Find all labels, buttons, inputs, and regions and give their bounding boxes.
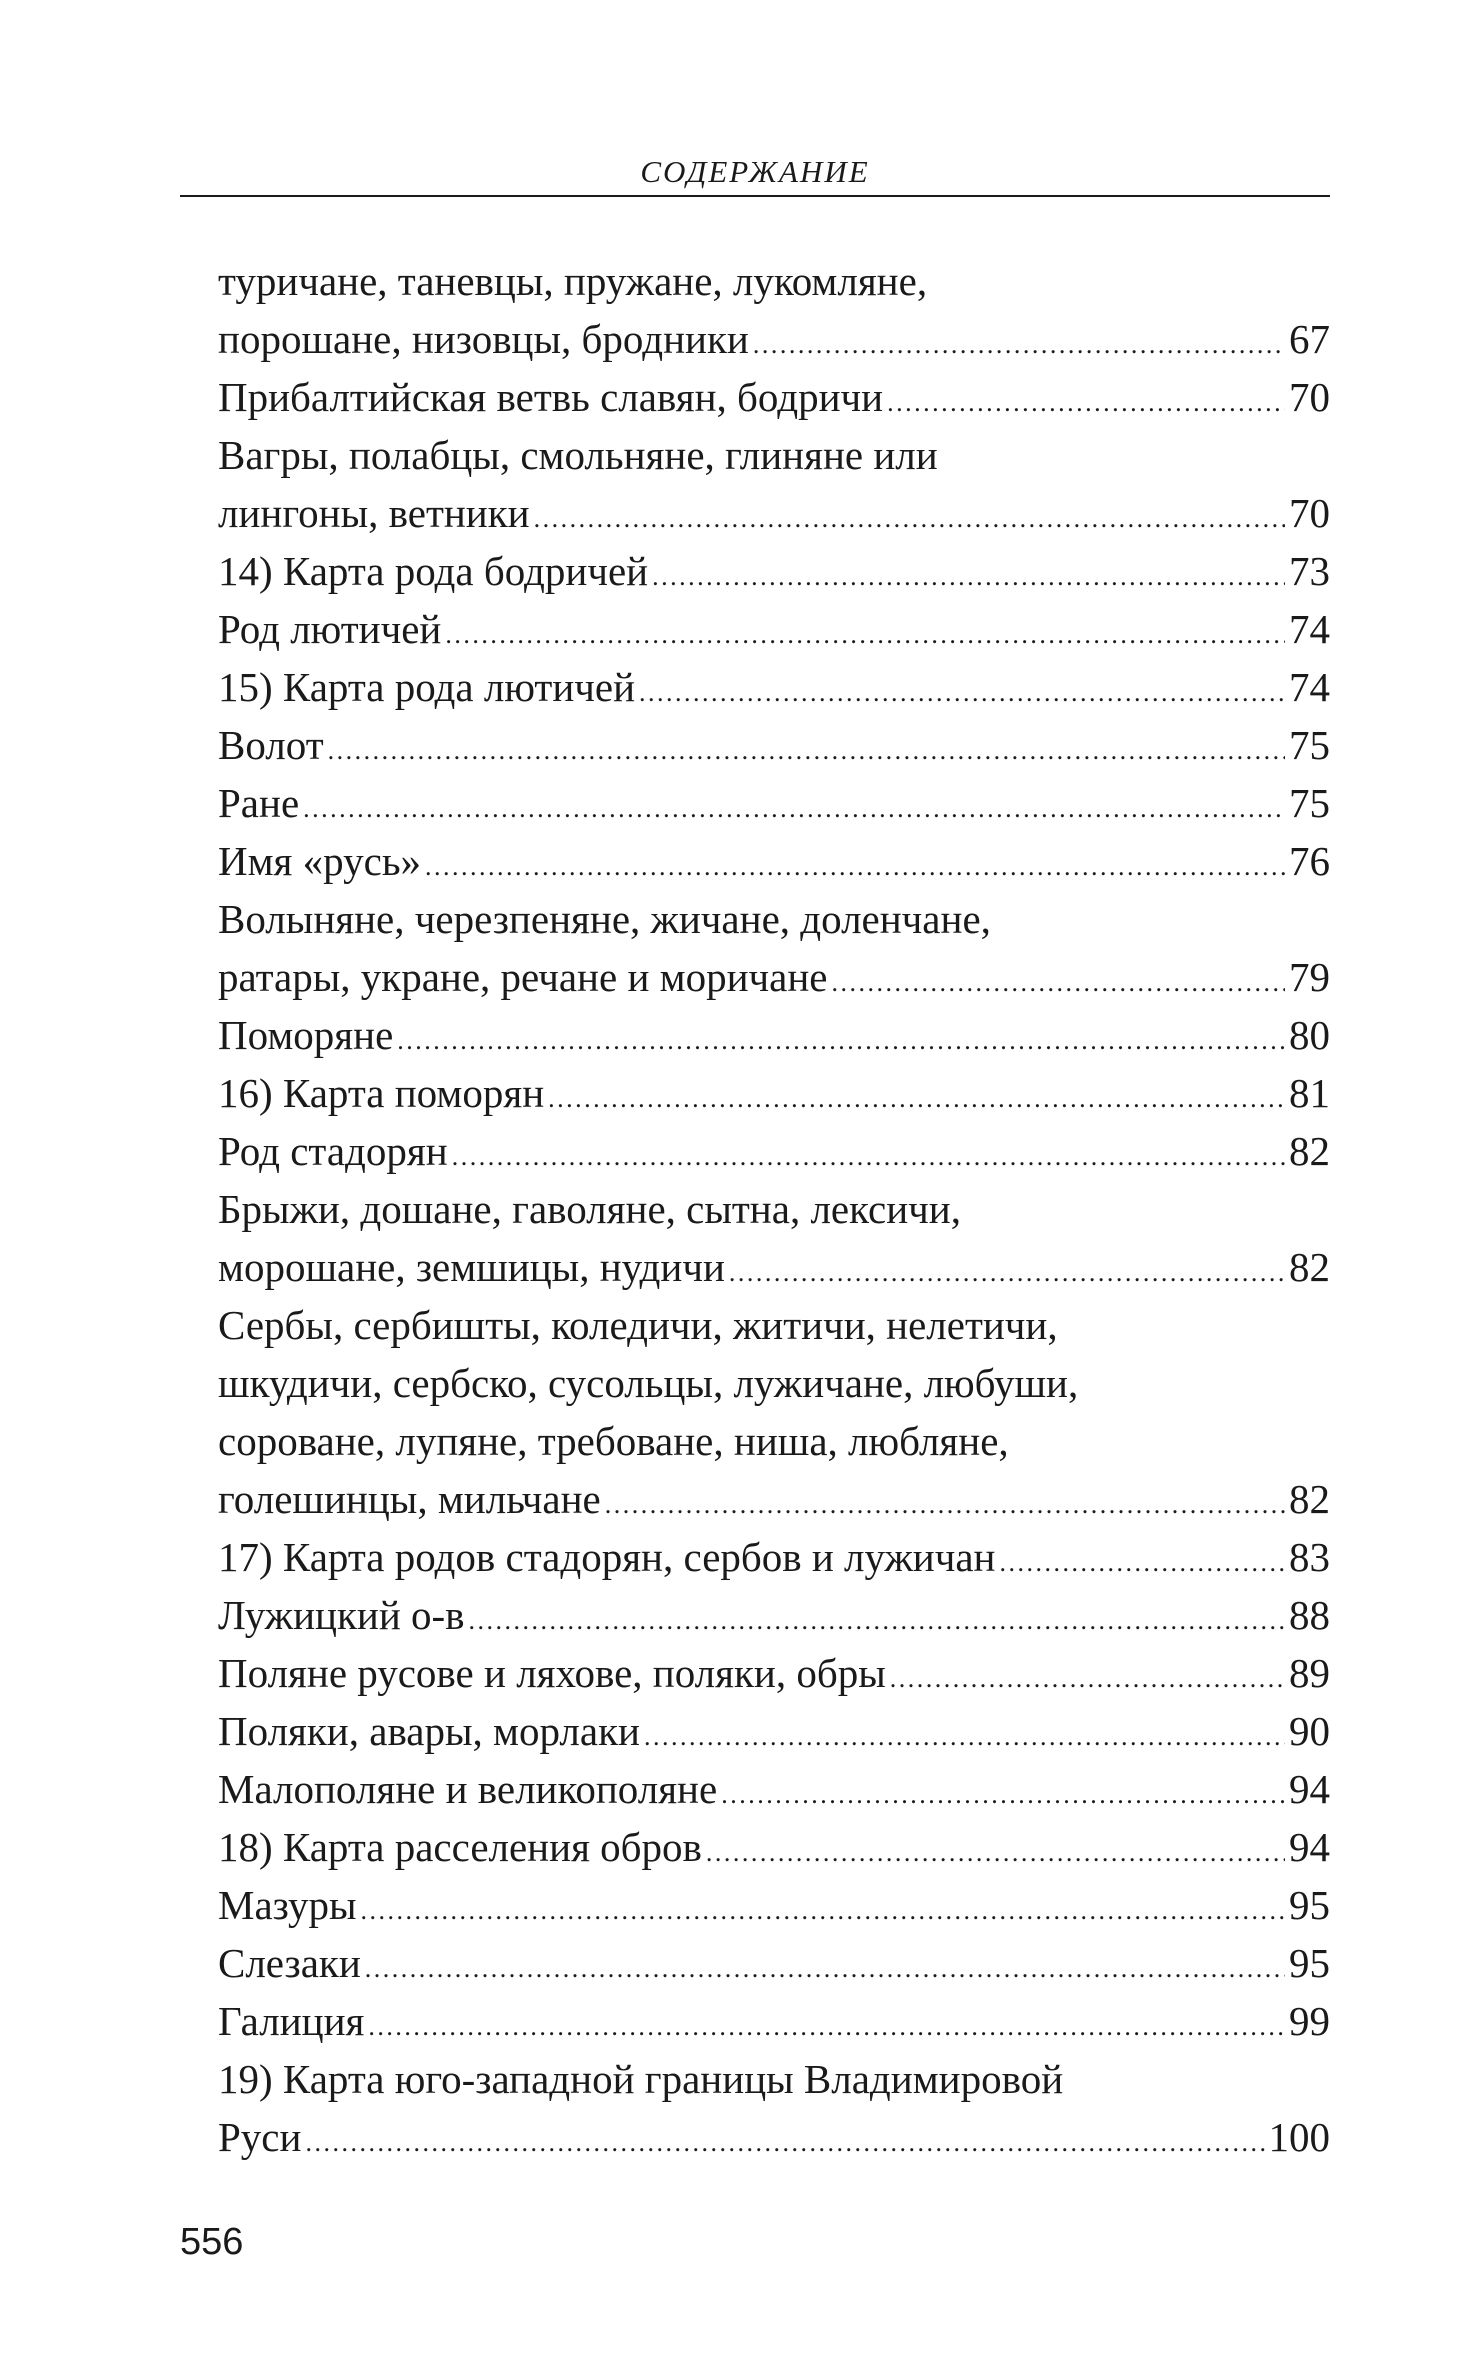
dot-leader	[548, 1064, 1285, 1128]
toc-entry-text: шкудичи, сербско, сусольцы, лужичане, любуши,	[218, 1360, 1079, 1406]
toc-entry-page: 70	[1289, 490, 1330, 536]
toc-entry-line	[218, 1296, 1330, 1354]
toc-entry-line	[218, 1006, 1330, 1064]
toc-entry-line	[218, 1122, 1330, 1180]
toc-entry-page: 73	[1289, 548, 1330, 594]
toc-entry-page: 100	[1268, 2114, 1330, 2160]
toc-entry-page: 90	[1289, 1708, 1330, 1754]
toc-entry-title: 14) Карта рода бодричей	[218, 548, 649, 594]
dot-leader	[652, 542, 1285, 606]
dot-leader	[534, 484, 1285, 548]
toc-entry	[218, 1876, 1330, 1934]
dot-leader	[706, 1818, 1285, 1882]
toc-entry-title: Лужицкий о-в	[218, 1592, 465, 1638]
toc-entry-line	[218, 484, 1330, 542]
dot-leader	[365, 1934, 1285, 1998]
toc-entry-page: 74	[1289, 606, 1330, 652]
dot-leader	[729, 1238, 1285, 1302]
toc-entry-title: Галиция	[218, 1998, 365, 2044]
toc-entry-line	[218, 1180, 1330, 1238]
toc-entry	[218, 1934, 1330, 1992]
toc-entry-line	[218, 1702, 1330, 1760]
toc-entry-title: 16) Карта поморян	[218, 1070, 545, 1116]
toc-entry-text: Волыняне, черезпеняне, жичане, доленчане,	[218, 896, 991, 942]
toc-entry-title: Слезаки	[218, 1940, 361, 1986]
toc-entry-title: Род лютичей	[218, 606, 442, 652]
dot-leader	[303, 774, 1285, 838]
toc-entry-line	[218, 426, 1330, 484]
toc-entry	[218, 600, 1330, 658]
toc-entry	[218, 1644, 1330, 1702]
toc-entry-title: Малополяне и великополяне	[218, 1766, 718, 1812]
toc-entry-title: 15) Карта рода лютичей	[218, 664, 636, 710]
toc-entry-title: голешинцы, мильчане	[218, 1476, 601, 1522]
toc-entry-text: сорованe, лупяне, требоване, ниша, любляне,	[218, 1418, 1009, 1464]
toc-entry-text: Сербы, сербишты, коледичи, житичи, нелетичи,	[218, 1302, 1058, 1348]
toc-entry	[218, 542, 1330, 600]
header-rule	[180, 195, 1330, 197]
toc-entry-page: 82	[1289, 1128, 1330, 1174]
toc-entry-line	[218, 716, 1330, 774]
toc-entry-title: лингоны, ветники	[218, 490, 530, 536]
toc-entry	[218, 368, 1330, 426]
toc-entry-title: 18) Карта расселения обров	[218, 1824, 702, 1870]
toc-entry	[218, 426, 1330, 542]
toc-entry-page: 74	[1289, 664, 1330, 710]
toc-entry-page: 67	[1289, 316, 1330, 362]
toc-entry	[218, 1064, 1330, 1122]
table-of-contents	[218, 252, 1330, 2166]
toc-entry-line	[218, 1586, 1330, 1644]
toc-entry-title: Поляне русове и ляхове, поляки, обры	[218, 1650, 886, 1696]
toc-entry-line	[218, 1470, 1330, 1528]
toc-entry-title: Поляки, авары, морлаки	[218, 1708, 640, 1754]
toc-entry-line	[218, 1876, 1330, 1934]
toc-entry	[218, 1586, 1330, 1644]
toc-entry-line	[218, 658, 1330, 716]
dot-leader	[753, 310, 1285, 374]
toc-entry-page: 95	[1289, 1940, 1330, 1986]
toc-entry-text: 19) Карта юго-западной границы Владимировой	[218, 2056, 1064, 2102]
toc-entry-page: 75	[1289, 780, 1330, 826]
toc-entry-line	[218, 2050, 1330, 2108]
dot-leader	[452, 1122, 1285, 1186]
toc-entry-page: 89	[1289, 1650, 1330, 1696]
toc-entry-page: 70	[1289, 374, 1330, 420]
page-number: 556	[180, 2221, 244, 2263]
toc-entry	[218, 1180, 1330, 1296]
dot-leader	[890, 1644, 1285, 1708]
toc-entry	[218, 890, 1330, 1006]
dot-leader	[425, 832, 1285, 896]
running-head: СОДЕРЖАНИЕ	[640, 154, 870, 189]
toc-entry-line	[218, 1354, 1330, 1412]
toc-entry-page: 94	[1289, 1824, 1330, 1870]
toc-entry-page: 81	[1289, 1070, 1330, 1116]
toc-entry-title: Руси	[218, 2114, 302, 2160]
toc-entry-title: ратары, укране, речане и моричане	[218, 954, 828, 1000]
toc-entry-line	[218, 2108, 1330, 2166]
toc-entry-title: Имя «русь»	[218, 838, 422, 884]
toc-entry	[218, 252, 1330, 368]
toc-entry-page: 75	[1289, 722, 1330, 768]
toc-entry-title: Мазуры	[218, 1882, 357, 1928]
dot-leader	[328, 716, 1285, 780]
toc-entry-text: туричане, таневцы, пружане, лукомляне,	[218, 258, 928, 304]
toc-entry	[218, 658, 1330, 716]
toc-entry-line	[218, 1760, 1330, 1818]
dot-leader	[361, 1876, 1285, 1940]
toc-entry	[218, 1296, 1330, 1528]
dot-leader	[639, 658, 1285, 722]
dot-leader	[1000, 1528, 1286, 1592]
toc-entry-line	[218, 252, 1330, 310]
dot-leader	[368, 1992, 1285, 2056]
toc-entry	[218, 774, 1330, 832]
toc-entry-line	[218, 1992, 1330, 2050]
toc-entry	[218, 832, 1330, 890]
toc-entry-line	[218, 832, 1330, 890]
toc-entry-page: 82	[1289, 1244, 1330, 1290]
toc-entry-line	[218, 1528, 1330, 1586]
dot-leader	[644, 1702, 1285, 1766]
toc-entry-line	[218, 310, 1330, 368]
dot-leader	[721, 1760, 1285, 1824]
toc-entry-line	[218, 774, 1330, 832]
toc-entry	[218, 1818, 1330, 1876]
toc-entry-line	[218, 948, 1330, 1006]
toc-entry-page: 83	[1289, 1534, 1330, 1580]
toc-entry-line	[218, 1064, 1330, 1122]
toc-entry-line	[218, 1644, 1330, 1702]
toc-entry-title: морошане, земшицы, нудичи	[218, 1244, 725, 1290]
toc-entry-text: Вагры, полабцы, смольняне, глиняне или	[218, 432, 938, 478]
toc-entry-line	[218, 1238, 1330, 1296]
toc-entry-page: 79	[1289, 954, 1330, 1000]
toc-entry-text: Брыжи, дошане, гаволяне, сытна, лексичи,	[218, 1186, 961, 1232]
toc-entry-title: Род стадорян	[218, 1128, 448, 1174]
dot-leader	[887, 368, 1285, 432]
toc-entry-title: Ране	[218, 780, 300, 826]
toc-entry-page: 82	[1289, 1476, 1330, 1522]
toc-entry	[218, 1760, 1330, 1818]
toc-entry-page: 88	[1289, 1592, 1330, 1638]
toc-entry-line	[218, 1934, 1330, 1992]
dot-leader	[605, 1470, 1285, 1534]
toc-entry	[218, 1992, 1330, 2050]
toc-entry-page: 94	[1289, 1766, 1330, 1812]
toc-entry-title: 17) Карта родов стадорян, сербов и лужичан	[218, 1534, 996, 1580]
toc-entry-title: Прибалтийская ветвь славян, бодричи	[218, 374, 884, 420]
toc-entry-page: 99	[1289, 1998, 1330, 2044]
toc-entry	[218, 716, 1330, 774]
toc-entry-line	[218, 368, 1330, 426]
toc-entry	[218, 1122, 1330, 1180]
dot-leader	[397, 1006, 1285, 1070]
toc-entry	[218, 1528, 1330, 1586]
toc-entry-page: 80	[1289, 1012, 1330, 1058]
toc-entry-title: Поморяне	[218, 1012, 394, 1058]
toc-entry-line	[218, 890, 1330, 948]
toc-entry-page: 95	[1289, 1882, 1330, 1928]
dot-leader	[469, 1586, 1285, 1650]
toc-entry-line	[218, 600, 1330, 658]
dot-leader	[445, 600, 1285, 664]
toc-entry-line	[218, 542, 1330, 600]
toc-entry-page: 76	[1289, 838, 1330, 884]
toc-entry-line	[218, 1412, 1330, 1470]
dot-leader	[831, 948, 1285, 1012]
toc-entry-title: порошане, низовцы, бродники	[218, 316, 749, 362]
toc-entry	[218, 2050, 1330, 2166]
toc-entry-line	[218, 1818, 1330, 1876]
toc-entry	[218, 1702, 1330, 1760]
toc-entry	[218, 1006, 1330, 1064]
toc-entry-title: Волот	[218, 722, 324, 768]
dot-leader	[305, 2108, 1264, 2172]
